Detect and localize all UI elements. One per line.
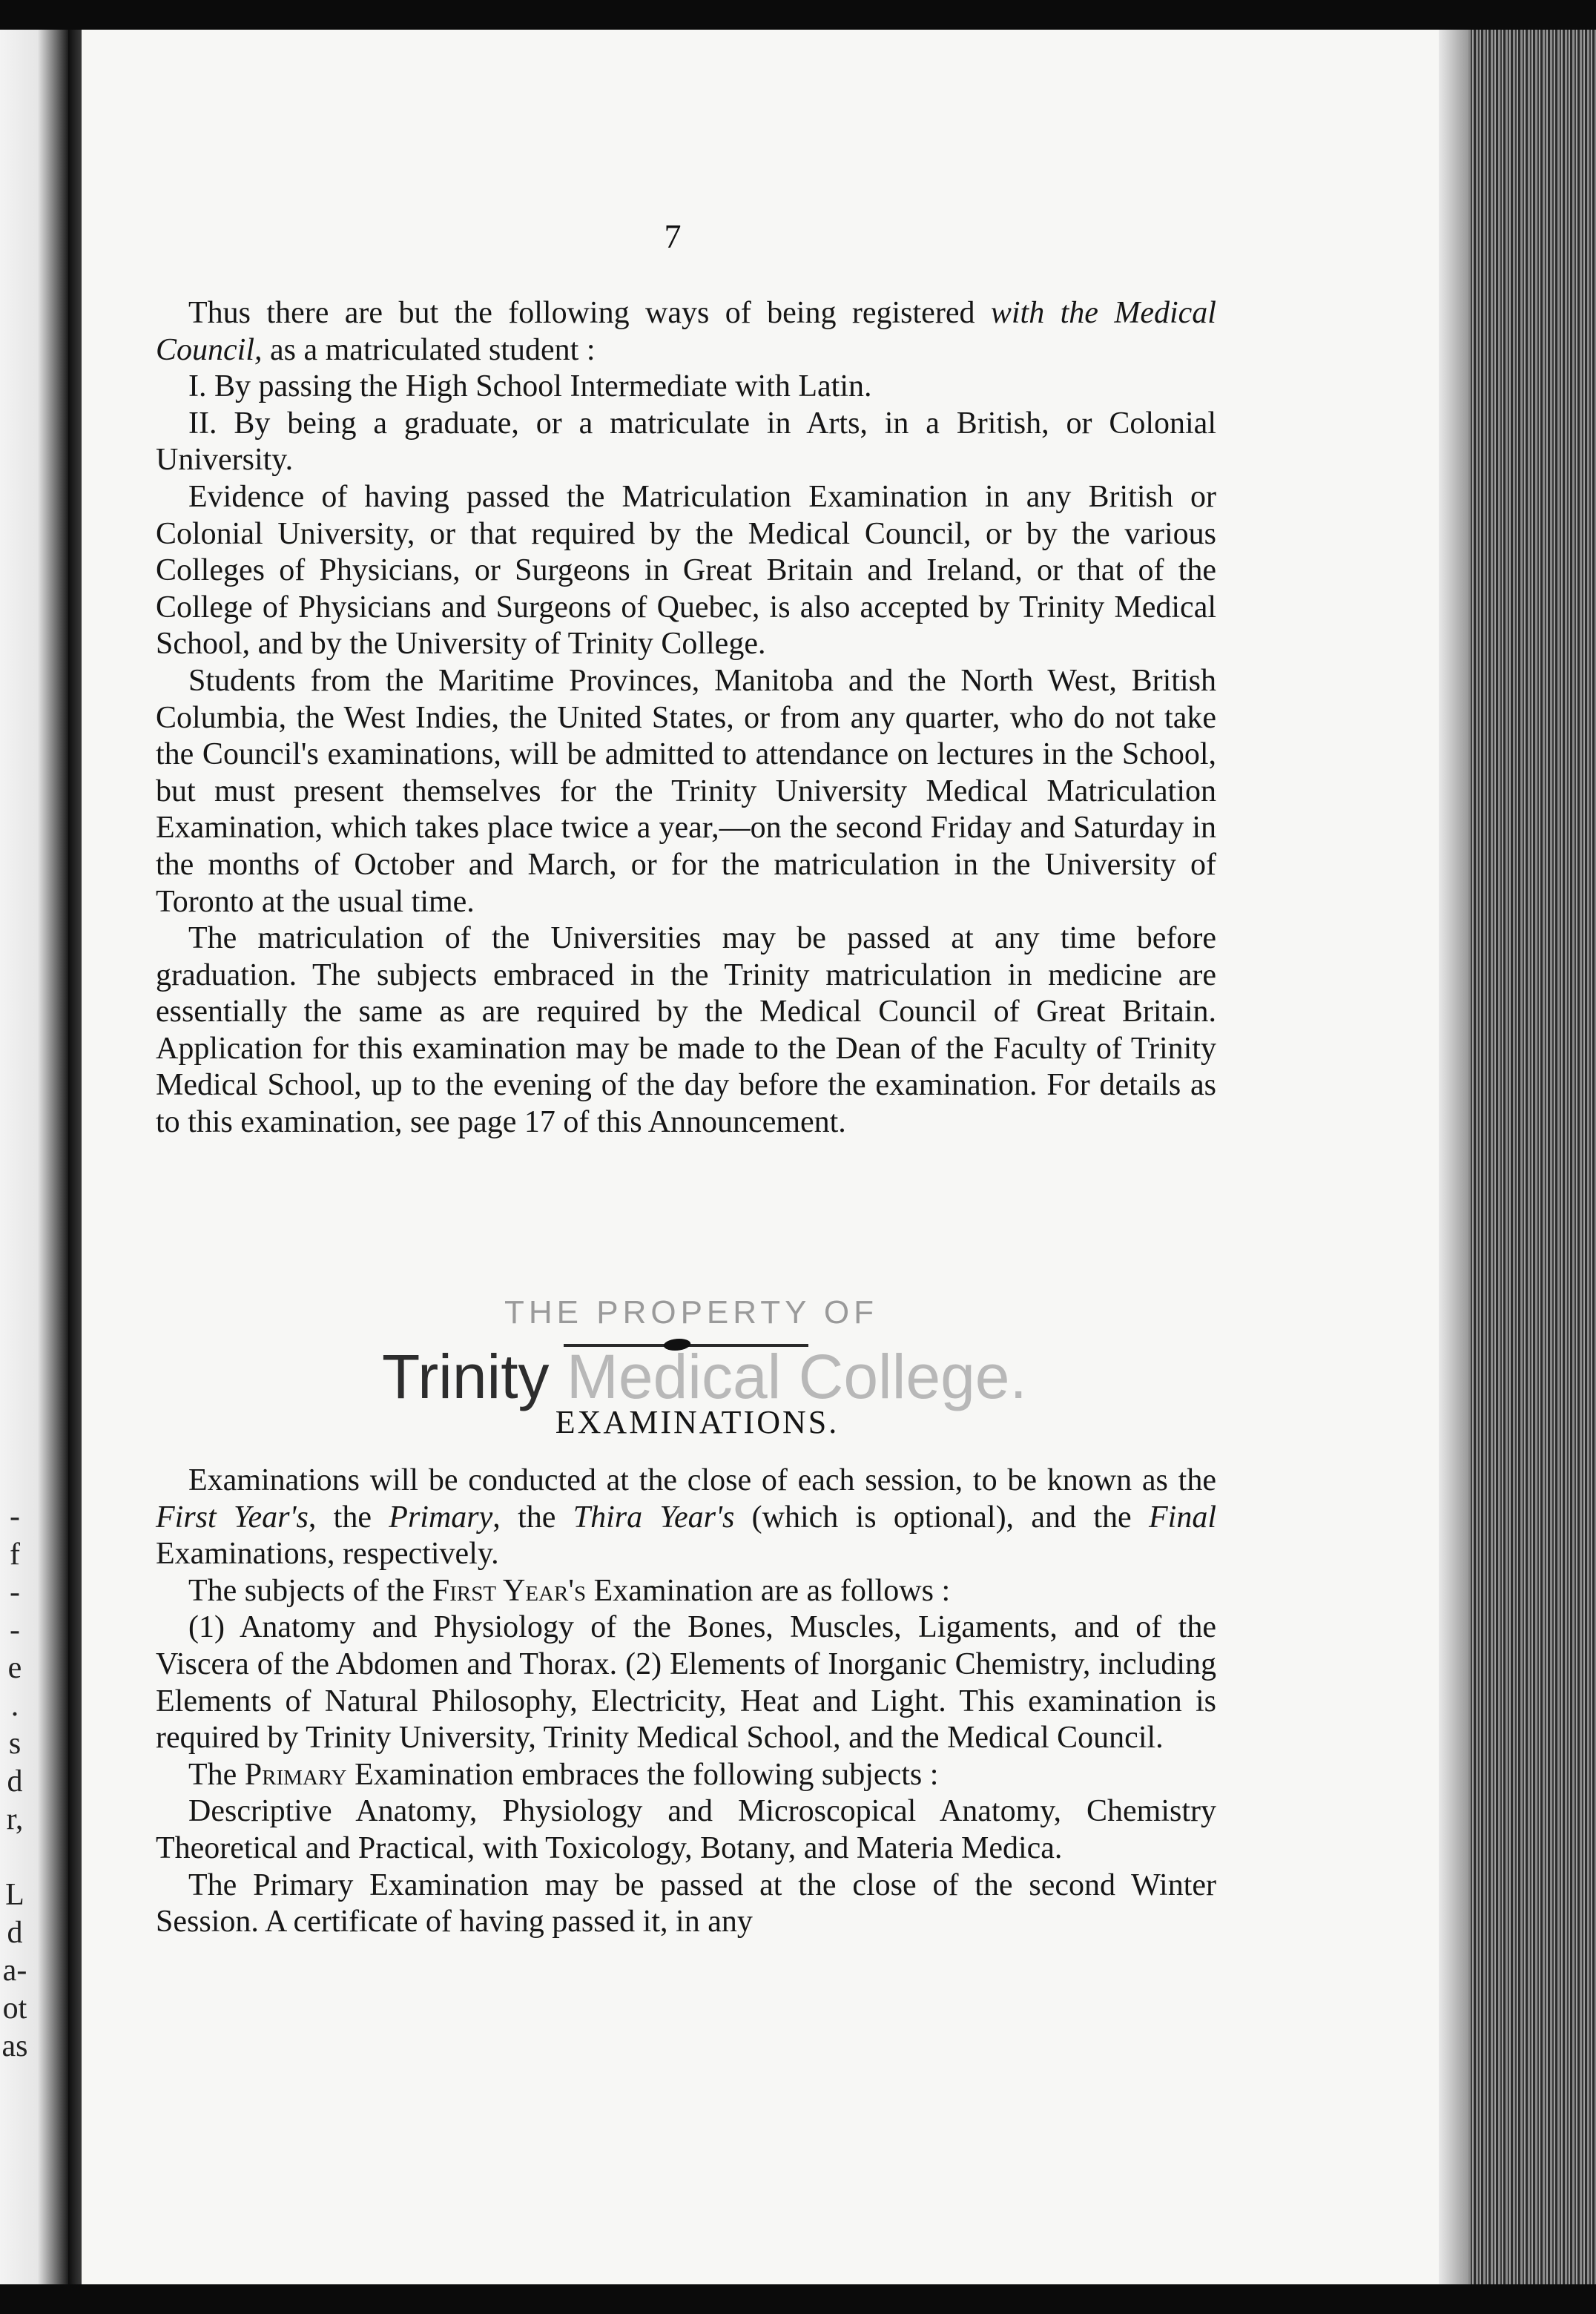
library-stamp-top: THE PROPERTY OF (504, 1294, 879, 1331)
paragraph-evidence: Evidence of having passed the Matriculation Examination in any British or Colonial University, or that required by the Medical Council, or by the various Colleges of Physicians, or Surgeons in Great Britain and Ireland, or that of the College of Physicians and Surgeons of Quebec, is also accepted by Trinity Medical School, and by the University of Trinity College. (156, 479, 1216, 662)
margin-glyph (0, 1839, 30, 1876)
left-page-edge (0, 30, 68, 2284)
margin-glyph: a- (2, 1954, 27, 1988)
paragraph-students: Students from the Maritime Provinces, Manitoba and the North West, British Columbia, the West Indies, the United States, or from any quarter, who do not take the Council's examinations, will be admitted to attendance on lectures in the School, but must present themselves for the Trinity University Medical Matriculation Examination, which takes place twice a year,—on the second Friday and Saturday in the months of October and March, or for the matriculation in the University of Toronto at the usual time. (156, 663, 1216, 919)
margin-glyph: - (10, 1613, 20, 1647)
library-stamp-name: Trinity Medical College. (382, 1342, 1027, 1411)
left-margin-fragments (0, 1498, 30, 2066)
margin-glyph: s (8, 1727, 22, 1761)
margin-glyph: r, (6, 1802, 24, 1836)
margin-glyph: . (10, 1689, 19, 1723)
paragraph-primary-subjects: Descriptive Anatomy, Physiology and Microscopical Anatomy, Chemistry Theoretical and Practical, with Toxicology, Botany, and Materia Medica. (156, 1794, 1216, 1865)
margin-glyph: - (10, 1500, 20, 1534)
section-heading: EXAMINATIONS. (555, 1404, 840, 1440)
text-upper (156, 295, 1216, 1141)
margin-glyph: - (10, 1575, 20, 1609)
paragraph-primary-intro: The Primary Examination embraces the following subjects : (188, 1757, 939, 1792)
page-edge-shading (1439, 30, 1468, 2284)
paragraph-examinations: Examinations will be conducted at the close of each session, to be known as the First Year's, the Primary, the Thira Year's (which is optional), and the Final Examinations, respectively. (156, 1463, 1216, 1572)
margin-glyph: e (7, 1651, 22, 1685)
margin-glyph: d (7, 1764, 23, 1799)
page-number: 7 (664, 217, 682, 255)
margin-glyph: as (1, 2029, 28, 2063)
paragraph-registration: Thus there are but the following ways of being registered with the Medical Council, as a matriculated student : (156, 296, 1216, 367)
paragraph-primary-timing: The Primary Examination may be passed at the close of the second Winter Session. A certificate of having passed it, in any (156, 1868, 1216, 1939)
list-item-2: II. By being a graduate, or a matriculate in Arts, in a British, or Colonial University. (156, 406, 1216, 478)
paragraph-first-year-intro: The subjects of the First Year's Examination are as follows : (188, 1573, 951, 1608)
text-lower (156, 1463, 1216, 1941)
list-item-1: I. By passing the High School Intermediate with Latin. (188, 369, 872, 404)
margin-glyph: f (10, 1537, 20, 1572)
book-gutter (68, 30, 82, 2284)
paragraph-matriculation: The matriculation of the Universities may be passed at any time before graduation. The subjects embraced in the Trinity matriculation in medicine are essentially the same as are required by the Medical Council of Great Britain. Application for this examination may be made to the Dean of the Faculty of Trinity Medical School, up to the evening of the day before the examination. For details as to this examination, see page 17 of this Announcement. (156, 921, 1216, 1140)
margin-glyph: ot (2, 1991, 27, 2025)
margin-glyph: d (7, 1916, 23, 1950)
paragraph-first-year-subjects: (1) Anatomy and Physiology of the Bones, Muscles, Ligaments, and of the Viscera of the Abdomen and Thorax. (2) Elements of Inorganic Chemistry, including Elements of Natural Philosophy, Electricity, Heat and Light. This examination is required by Trinity University, Trinity Medical School, and the Medical Council. (156, 1610, 1216, 1756)
margin-glyph: L (5, 1878, 24, 1912)
